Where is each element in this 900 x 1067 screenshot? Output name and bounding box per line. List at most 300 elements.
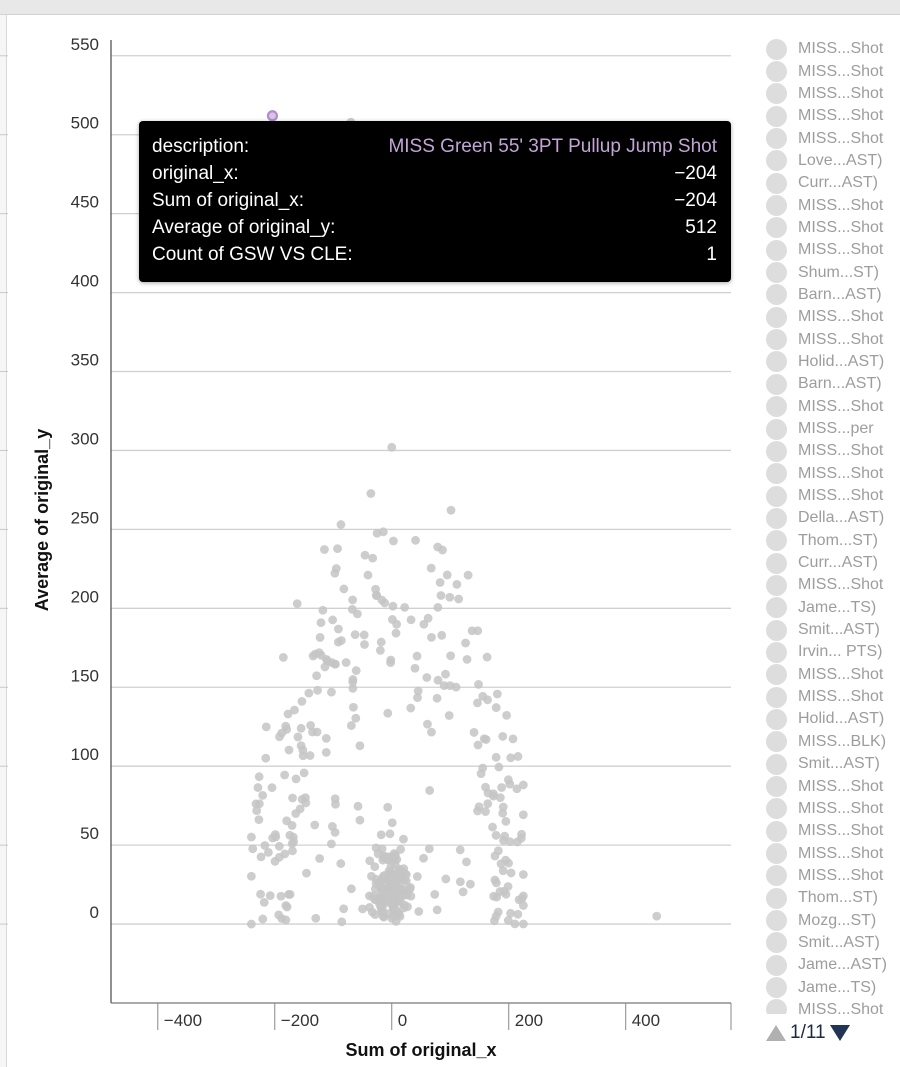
legend-swatch-icon bbox=[766, 150, 787, 171]
y-tick-label: 0 bbox=[89, 903, 99, 923]
data-point bbox=[288, 821, 297, 830]
legend-label: Mozg...ST) bbox=[798, 911, 877, 929]
legend-label: MISS...Shot bbox=[798, 107, 884, 125]
data-point bbox=[427, 633, 436, 642]
tooltip-value: 512 bbox=[685, 217, 717, 238]
legend-label: MISS...Shot bbox=[798, 330, 884, 348]
data-point bbox=[284, 890, 293, 899]
data-point bbox=[386, 884, 395, 893]
outlier-point bbox=[652, 912, 661, 921]
data-point bbox=[254, 783, 263, 792]
data-point bbox=[306, 751, 315, 760]
data-point bbox=[304, 689, 313, 698]
legend-item[interactable] bbox=[763, 150, 900, 172]
data-point bbox=[501, 817, 510, 826]
data-point bbox=[377, 878, 386, 887]
data-point bbox=[456, 877, 465, 886]
legend-item[interactable] bbox=[763, 798, 900, 820]
legend-label: Smit...AST) bbox=[798, 755, 880, 773]
data-point bbox=[483, 695, 492, 704]
data-point bbox=[255, 799, 264, 808]
data-point bbox=[394, 873, 403, 882]
legend-item[interactable] bbox=[763, 284, 900, 306]
legend-item[interactable] bbox=[763, 105, 900, 127]
data-point bbox=[502, 890, 511, 899]
data-point bbox=[347, 884, 356, 893]
data-point bbox=[438, 546, 447, 555]
data-point bbox=[489, 892, 498, 901]
tooltip-label: original_x: bbox=[152, 163, 239, 184]
data-point bbox=[361, 551, 370, 560]
legend-item[interactable] bbox=[763, 619, 900, 641]
legend-item[interactable] bbox=[763, 932, 900, 954]
data-point bbox=[490, 916, 499, 925]
legend-swatch-icon bbox=[766, 977, 787, 998]
legend-label: Love...AST) bbox=[798, 151, 883, 169]
legend-label: MISS...Shot bbox=[798, 1000, 884, 1014]
legend-swatch-icon bbox=[766, 128, 787, 149]
data-point bbox=[288, 839, 297, 848]
data-point bbox=[348, 605, 357, 614]
legend-label: MISS...Shot bbox=[798, 688, 884, 706]
tooltip-label: Sum of original_x: bbox=[152, 190, 305, 211]
legend-label: MISS...Shot bbox=[798, 844, 884, 862]
legend-item[interactable] bbox=[763, 820, 900, 842]
data-point bbox=[517, 830, 526, 839]
data-point bbox=[337, 636, 346, 645]
legend-label: Jame...TS) bbox=[798, 598, 877, 616]
legend-label: MISS...Shot bbox=[798, 866, 884, 884]
data-point bbox=[422, 673, 431, 682]
data-point bbox=[280, 771, 289, 780]
legend-item[interactable] bbox=[763, 552, 900, 574]
data-point bbox=[436, 578, 445, 587]
legend-label: Smit...AST) bbox=[798, 621, 880, 639]
data-point bbox=[437, 631, 446, 640]
data-point bbox=[315, 854, 324, 863]
legend-item[interactable] bbox=[763, 38, 900, 60]
legend-item[interactable] bbox=[763, 463, 900, 485]
legend-item[interactable] bbox=[763, 396, 900, 418]
data-point bbox=[310, 821, 319, 830]
data-point bbox=[337, 917, 346, 926]
data-point bbox=[383, 709, 392, 718]
data-point bbox=[376, 895, 385, 904]
data-point bbox=[511, 919, 520, 928]
legend-swatch-icon bbox=[766, 575, 787, 596]
legend-item[interactable] bbox=[763, 328, 900, 350]
tooltip-value: −204 bbox=[674, 190, 717, 211]
data-point bbox=[464, 571, 473, 580]
legend-label: MISS...per bbox=[798, 420, 874, 438]
data-point bbox=[406, 704, 415, 713]
legend-swatch-icon bbox=[766, 999, 787, 1014]
data-point bbox=[351, 630, 360, 639]
legend-label: MISS...Shot bbox=[798, 40, 884, 58]
data-point bbox=[388, 615, 397, 624]
tooltip-row-sum-x bbox=[152, 187, 717, 214]
data-point bbox=[504, 859, 513, 868]
data-point bbox=[515, 895, 524, 904]
data-point bbox=[337, 520, 346, 529]
legend-item[interactable] bbox=[763, 194, 900, 216]
data-point bbox=[322, 655, 331, 664]
data-point bbox=[462, 858, 471, 867]
data-point bbox=[463, 655, 472, 664]
data-point bbox=[328, 822, 337, 831]
data-point bbox=[461, 639, 470, 648]
legend-label: MISS...Shot bbox=[798, 129, 884, 147]
data-point bbox=[280, 850, 289, 859]
legend-item[interactable] bbox=[763, 641, 900, 663]
data-point bbox=[260, 898, 269, 907]
y-tick-label: 500 bbox=[70, 113, 99, 133]
data-point bbox=[331, 660, 340, 669]
x-tick-label: 0 bbox=[397, 1011, 408, 1030]
data-point bbox=[316, 633, 325, 642]
data-point bbox=[288, 794, 297, 803]
data-point bbox=[317, 618, 326, 627]
data-point bbox=[312, 671, 321, 680]
data-point bbox=[281, 916, 290, 925]
data-point bbox=[425, 786, 434, 795]
data-point bbox=[318, 606, 327, 615]
legend-label: MISS...Shot bbox=[798, 665, 884, 683]
highlighted-point bbox=[268, 111, 277, 120]
data-point bbox=[352, 666, 361, 675]
legend-swatch-icon bbox=[766, 351, 787, 372]
data-point bbox=[247, 920, 256, 929]
legend-item[interactable] bbox=[763, 686, 900, 708]
data-point bbox=[387, 862, 396, 871]
legend-swatch-icon bbox=[766, 553, 787, 574]
data-point bbox=[402, 877, 411, 886]
legend-swatch-icon bbox=[766, 955, 787, 976]
data-point bbox=[277, 892, 286, 901]
data-point bbox=[506, 837, 515, 846]
legend-swatch-icon bbox=[766, 530, 787, 551]
data-point bbox=[441, 875, 450, 884]
data-point bbox=[494, 763, 503, 772]
legend-item[interactable] bbox=[763, 775, 900, 797]
legend-swatch-icon bbox=[766, 329, 787, 350]
data-point bbox=[282, 725, 291, 734]
data-point bbox=[389, 602, 398, 611]
data-point bbox=[334, 625, 343, 634]
data-point bbox=[507, 869, 516, 878]
legend-swatch-icon bbox=[766, 195, 787, 216]
data-point bbox=[379, 527, 388, 536]
legend-swatch-icon bbox=[766, 910, 787, 931]
data-point bbox=[499, 803, 508, 812]
legend-label: MISS...Shot bbox=[798, 442, 884, 460]
y-tick-label: 200 bbox=[70, 587, 99, 607]
data-point bbox=[502, 711, 511, 720]
legend-label: Curr...AST) bbox=[798, 174, 879, 192]
data-point bbox=[370, 862, 379, 871]
legend-label: MISS...Shot bbox=[798, 487, 884, 505]
legend-swatch-icon bbox=[766, 374, 787, 395]
y-tick-label: 550 bbox=[70, 34, 99, 54]
data-point bbox=[298, 697, 307, 706]
data-point bbox=[248, 844, 257, 853]
legend-swatch-icon bbox=[766, 307, 787, 328]
legend-swatch-icon bbox=[766, 687, 787, 708]
data-point bbox=[519, 781, 528, 790]
point-tooltip bbox=[139, 121, 731, 282]
legend-swatch-icon bbox=[766, 776, 787, 797]
legend-item[interactable] bbox=[763, 597, 900, 619]
data-point bbox=[474, 741, 483, 750]
data-point bbox=[468, 626, 477, 635]
legend-item[interactable] bbox=[763, 60, 900, 82]
data-point bbox=[297, 724, 306, 733]
x-tick-label: 400 bbox=[631, 1011, 661, 1030]
data-point bbox=[488, 823, 497, 832]
data-point bbox=[298, 795, 307, 804]
legend-item[interactable] bbox=[763, 999, 900, 1014]
data-point bbox=[279, 653, 288, 662]
legend-label: Della...AST) bbox=[798, 509, 885, 527]
legend-label: Thom...ST) bbox=[798, 889, 879, 907]
data-point bbox=[392, 629, 401, 638]
data-point bbox=[247, 833, 256, 842]
legend-swatch-icon bbox=[766, 597, 787, 618]
data-point bbox=[348, 677, 357, 686]
legend-label: Thom...ST) bbox=[798, 531, 879, 549]
legend-item[interactable] bbox=[763, 83, 900, 105]
legend-item[interactable] bbox=[763, 530, 900, 552]
legend-item[interactable] bbox=[763, 261, 900, 283]
data-point bbox=[447, 506, 456, 515]
data-point bbox=[419, 854, 428, 863]
data-point bbox=[385, 853, 394, 862]
data-point bbox=[376, 646, 385, 655]
y-axis-title: Average of original_y bbox=[32, 428, 52, 612]
data-point bbox=[483, 799, 492, 808]
data-point bbox=[509, 734, 518, 743]
legend-label: MISS...Shot bbox=[798, 576, 884, 594]
legend-label: MISS...BLK) bbox=[798, 732, 887, 750]
legend-item[interactable] bbox=[763, 909, 900, 931]
legend-swatch-icon bbox=[766, 508, 787, 529]
data-point bbox=[388, 818, 397, 827]
data-point bbox=[380, 599, 389, 608]
legend-swatch-icon bbox=[766, 441, 787, 462]
data-point bbox=[311, 650, 320, 659]
data-point bbox=[327, 688, 336, 697]
legend-item[interactable] bbox=[763, 574, 900, 596]
data-point bbox=[491, 876, 500, 885]
x-tick-label: −200 bbox=[280, 1011, 320, 1030]
legend-item[interactable] bbox=[763, 753, 900, 775]
data-point bbox=[498, 732, 507, 741]
legend-item[interactable] bbox=[763, 976, 900, 998]
data-point bbox=[519, 870, 528, 879]
data-point bbox=[364, 571, 373, 580]
legend-item[interactable] bbox=[763, 418, 900, 440]
legend-label: Curr...AST) bbox=[798, 554, 879, 572]
legend-item[interactable] bbox=[763, 172, 900, 194]
data-point bbox=[311, 914, 320, 923]
legend-item[interactable] bbox=[763, 664, 900, 686]
data-point bbox=[505, 780, 514, 789]
legend-item[interactable] bbox=[763, 954, 900, 976]
data-point bbox=[452, 580, 461, 589]
data-point bbox=[365, 903, 374, 912]
legend-item[interactable] bbox=[763, 485, 900, 507]
legend-swatch-icon bbox=[766, 61, 787, 82]
data-point bbox=[519, 810, 528, 819]
legend-item[interactable] bbox=[763, 306, 900, 328]
legend-item[interactable] bbox=[763, 865, 900, 887]
data-point bbox=[356, 741, 365, 750]
legend-item[interactable] bbox=[763, 373, 900, 395]
data-point bbox=[504, 882, 513, 891]
page-up-icon[interactable] bbox=[766, 1025, 786, 1041]
tooltip-row-description bbox=[152, 133, 717, 160]
legend-label: MISS...Shot bbox=[798, 799, 884, 817]
data-point bbox=[377, 638, 386, 647]
legend-swatch-icon bbox=[766, 865, 787, 886]
legend-swatch-icon bbox=[766, 486, 787, 507]
data-point bbox=[285, 746, 294, 755]
legend-label: MISS...Shot bbox=[798, 822, 884, 840]
data-point bbox=[456, 846, 465, 855]
data-point bbox=[308, 728, 317, 737]
legend-label: Shum...ST) bbox=[798, 263, 879, 281]
legend-label: Holid...AST) bbox=[798, 710, 885, 728]
legend-item[interactable] bbox=[763, 351, 900, 373]
data-point bbox=[494, 846, 503, 855]
data-point bbox=[413, 872, 422, 881]
data-point bbox=[419, 620, 428, 629]
page-down-icon[interactable] bbox=[830, 1025, 850, 1041]
data-point bbox=[293, 599, 302, 608]
data-point bbox=[377, 830, 386, 839]
data-point bbox=[427, 564, 436, 573]
data-point bbox=[283, 903, 292, 912]
tooltip-label: description: bbox=[152, 136, 250, 157]
legend-item[interactable] bbox=[763, 440, 900, 462]
data-point bbox=[322, 748, 331, 757]
legend-label: MISS...Shot bbox=[798, 241, 884, 259]
y-tick-label: 150 bbox=[70, 666, 99, 686]
data-point bbox=[446, 651, 455, 660]
data-point bbox=[474, 680, 483, 689]
legend-label: MISS...Shot bbox=[798, 308, 884, 326]
legend-item[interactable] bbox=[763, 239, 900, 261]
y-tick-label: 250 bbox=[70, 508, 99, 528]
data-point bbox=[492, 831, 501, 840]
data-point bbox=[360, 631, 369, 640]
data-point bbox=[413, 652, 422, 661]
legend-item[interactable] bbox=[763, 887, 900, 909]
x-axis-title: Sum of original_x bbox=[345, 1040, 497, 1060]
data-point bbox=[389, 904, 398, 913]
legend-swatch-icon bbox=[766, 664, 787, 685]
data-point bbox=[330, 569, 339, 578]
data-point bbox=[497, 859, 506, 868]
data-point bbox=[320, 545, 329, 554]
tooltip-row-count bbox=[152, 241, 717, 268]
data-point bbox=[336, 859, 345, 868]
legend-item[interactable] bbox=[763, 731, 900, 753]
data-point bbox=[255, 772, 264, 781]
tooltip-value: MISS Green 55' 3PT Pullup Jump Shot bbox=[388, 136, 717, 157]
legend-swatch-icon bbox=[766, 173, 787, 194]
data-point bbox=[389, 537, 398, 546]
data-point bbox=[430, 890, 439, 899]
data-point bbox=[266, 891, 275, 900]
data-point bbox=[262, 723, 271, 732]
data-point bbox=[514, 752, 523, 761]
tooltip-label: Average of original_y: bbox=[152, 217, 336, 238]
legend-swatch-icon bbox=[766, 419, 787, 440]
data-point bbox=[413, 693, 422, 702]
legend-swatch-icon bbox=[766, 642, 787, 663]
legend-label: Barn...AST) bbox=[798, 375, 882, 393]
data-point bbox=[366, 489, 375, 498]
legend-item[interactable] bbox=[763, 708, 900, 730]
data-point bbox=[433, 603, 442, 612]
legend-label: MISS...Shot bbox=[798, 777, 884, 795]
legend-label: MISS...Shot bbox=[798, 196, 884, 214]
tooltip-row-avg-y bbox=[152, 214, 717, 241]
legend-swatch-icon bbox=[766, 821, 787, 842]
data-point bbox=[493, 690, 502, 699]
data-point bbox=[356, 816, 365, 825]
legend-swatch-icon bbox=[766, 396, 787, 417]
data-point bbox=[354, 802, 363, 811]
data-point bbox=[342, 658, 351, 667]
data-point bbox=[268, 834, 277, 843]
data-point bbox=[313, 686, 322, 695]
data-point bbox=[414, 907, 423, 916]
legend-pager bbox=[766, 1019, 850, 1047]
legend-label: Holid...AST) bbox=[798, 352, 885, 370]
legend-swatch-icon bbox=[766, 709, 787, 730]
x-tick-label: −400 bbox=[163, 1011, 203, 1030]
data-point bbox=[411, 664, 420, 673]
data-point bbox=[386, 829, 395, 838]
legend-item[interactable] bbox=[763, 842, 900, 864]
data-point bbox=[258, 791, 267, 800]
legend-item[interactable] bbox=[763, 507, 900, 529]
data-point bbox=[368, 554, 377, 563]
legend-swatch-icon bbox=[766, 217, 787, 238]
data-point bbox=[379, 912, 388, 921]
data-point bbox=[322, 734, 331, 743]
legend-swatch-icon bbox=[766, 240, 787, 261]
data-point bbox=[386, 656, 395, 665]
legend-item[interactable] bbox=[763, 127, 900, 149]
legend-swatch-icon bbox=[766, 843, 787, 864]
page-indicator: 1/11 bbox=[790, 1022, 826, 1043]
data-point bbox=[247, 872, 256, 881]
data-point bbox=[433, 694, 442, 703]
data-point bbox=[268, 783, 277, 792]
data-point bbox=[333, 544, 342, 553]
legend-swatch-icon bbox=[766, 798, 787, 819]
y-tick-label: 100 bbox=[70, 745, 99, 765]
data-point bbox=[441, 670, 450, 679]
data-point bbox=[348, 596, 357, 605]
legend-swatch-icon bbox=[766, 463, 787, 484]
data-point bbox=[454, 595, 463, 604]
legend-item[interactable] bbox=[763, 217, 900, 239]
tooltip-row-original-x bbox=[152, 160, 717, 187]
